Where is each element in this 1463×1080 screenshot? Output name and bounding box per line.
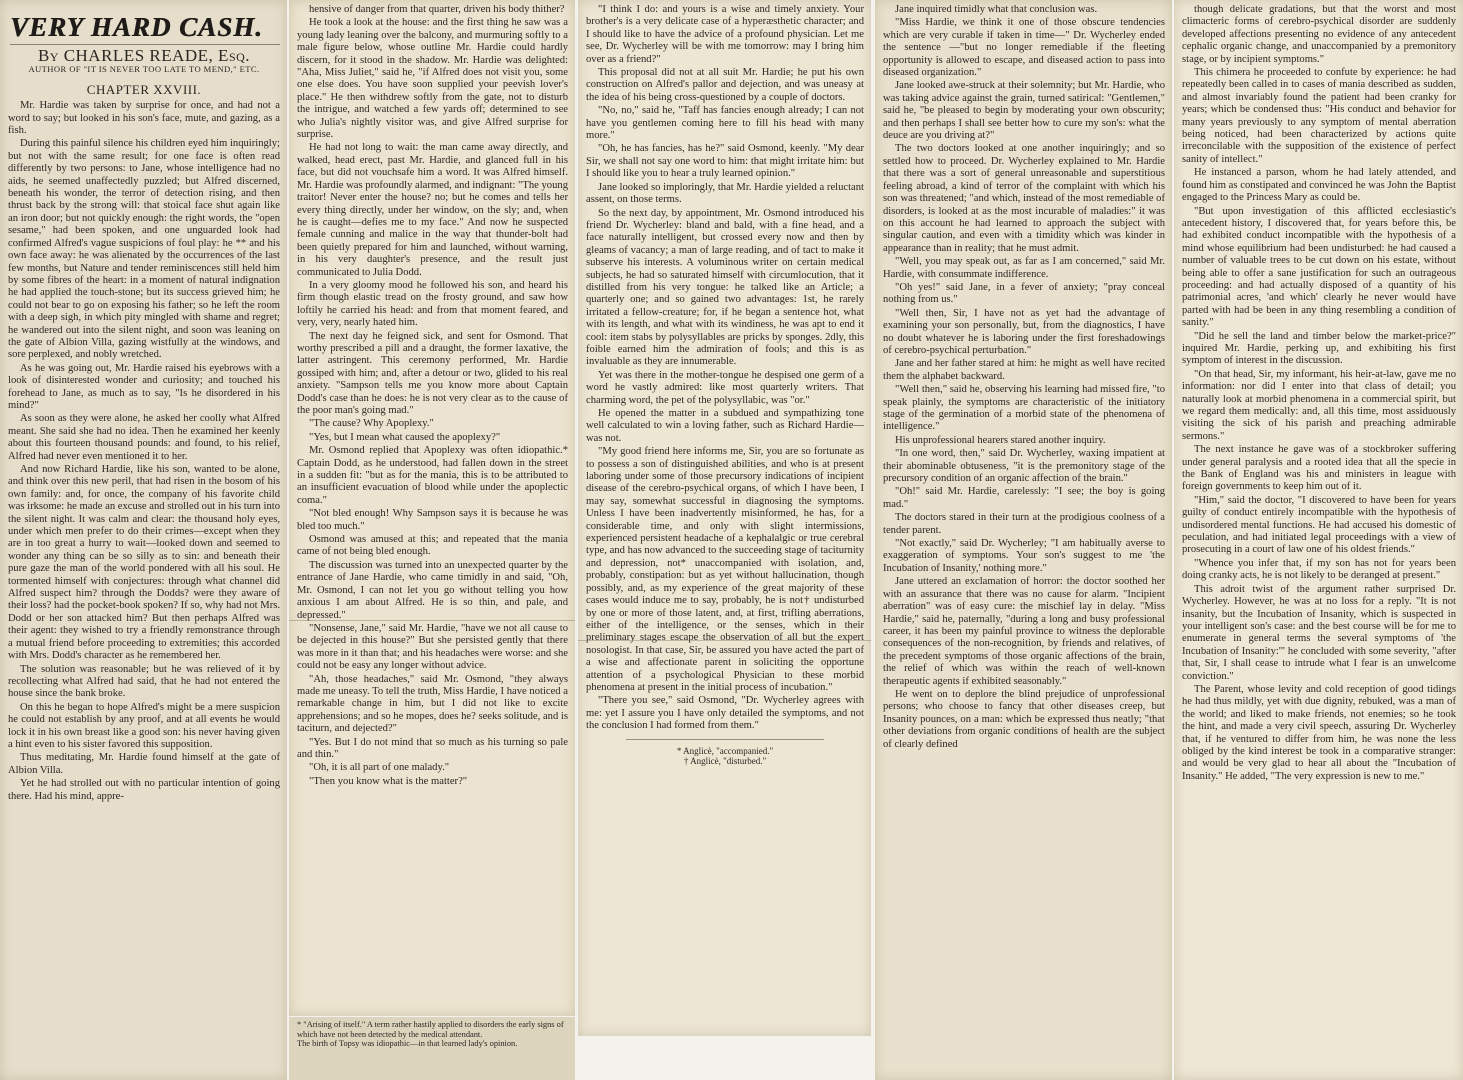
- paragraph: The Parent, whose levity and cold reception of good tidings he had thus mildly, yet with due dignity, rebuked, was a man of the world; and liked to make friends, not enemies; so he took the hint, and made a very civil speech, assuring Dr. Wycherley that, if he ventured to differ from him, he was none the less obliged by the kind interest be took in a comparative stranger: and would be very glad to hear all about the "Incubation of Insanity." He added, "The very expression is new to me.": [1182, 683, 1456, 782]
- paragraph: "Then you know what is the matter?": [309, 775, 468, 787]
- paragraph: So the next day, by appointment, Mr. Osmond introduced his friend Dr. Wycherley: bland and bald, with a fine head, and a face naturally intelligent, but crossed every now and then by gleams of vacancy; a man of large reading, and of tact to make it subserve his interests. A voluminous writer on certain medical subjects, he had so saturated himself with circumlocution, that it distilled from his very tongue: he talked like an Article; a quarterly one; and so gained two advantages: 1st, he rarely irritated a fellow-creature; for, if he began a sentence hot, what with its length, and what with its windiness, he was apt to end it cool: item stabs by polysyllables are pricks by sponges. 2dly, this foible earned him the admiration of fools; and this is as invaluable as they are innumerable.: [586, 207, 864, 368]
- column-2-footnotes: [289, 1017, 575, 1080]
- column-1-text: [8, 100, 280, 803]
- column-1: [0, 0, 287, 1080]
- paragraph: Jane uttered an exclamation of horror: the doctor soothed her with an assurance that there was no cause for alarm. "Incipient aberration" was of easy cure: the mischief lay in delay. "Miss Hardie," said he, paternally, "during a long and busy professional career, it has been my painful province to witness the deplorable consequences of the non-recognition, by friends and relatives, of the precedent symptoms of those organic affections of the brain, the relief of which was within the reach of well-known therapeutic agents if exhibited seasonably.": [883, 576, 1165, 687]
- paragraph: His unprofessional hearers stared another inquiry.: [895, 434, 1106, 446]
- paragraph: "Well then, Sir, I have not as yet had the advantage of examining your son personally, but, from the diagnostics, I have no doubt whatever he is laboring under the first foreshadowings of cerebro-psychical perturbation.": [883, 307, 1165, 356]
- paragraph: Yet was there in the mother-tongue he despised one germ of a word he vastly admired: like most quarterly writers. That charming word, the pet of the polysyllabic, was "or.": [586, 369, 864, 406]
- paragraph: And now Richard Hardie, like his son, wanted to be alone, and think over this new peril, that had risen in the bosom of his own family: and, for once, the company of his favorite child was irksome: he made an excuse and strolled out in his turn into the silent night. It was calm and clear: the thousand holy eyes, under which men prefer to do their crimes—except when they are in too great a hurry to wait—looked down and seemed to wonder any thing can be so silly as to sin: and beneath their pure gaze the man of the world pondered with all his soul. He tormented himself with conjectures: through what channel did Alfred suspect him? through the Dodds? were they aware of their loss? had the pocket-book spoken? If so, why had not Mrs. Dodd or her son attacked him? But then perhaps Alfred was their agent: they wished to try a friendly remonstrance through a mutual friend before proceeding to extremities; this accorded with Mrs. Dodd's character as he remembered her.: [8, 464, 280, 662]
- paragraph: The solution was reasonable; but he was relieved of it by recollecting what Alfred had said, that he had not entered the house since the bank broke.: [8, 663, 280, 700]
- story-author: By CHARLES READE, Esq.: [37, 46, 251, 65]
- paragraph: Jane looked so imploringly, that Mr. Hardie yielded a reluctant assent, on those terms.: [586, 181, 864, 206]
- paragraph: "Yes, but I mean what caused the apoplexy?": [309, 431, 501, 443]
- author-subtitle: AUTHOR OF "IT IS NEVER TOO LATE TO MEND," ETC.: [28, 64, 260, 75]
- paper-fold-line: [289, 620, 575, 621]
- paragraph: "Oh, he has fancies, has he?" said Osmond, keenly. "My dear Sir, we shall not say one word to him: that might irritate him: but I should like you to hear a truly learned opinion.": [586, 143, 864, 180]
- paper-fold-line: [578, 640, 871, 641]
- paragraph: hensive of danger from that quarter, driven his body thither?: [309, 4, 565, 15]
- paragraph: Jane and her father stared at him: he might as well have recited them the alphabet backward.: [883, 358, 1165, 382]
- paragraph: "Oh!" said Mr. Hardie, carelessly: "I see; the boy is going mad.": [883, 486, 1165, 510]
- paragraph: He opened the matter in a subdued and sympathizing tone well calculated to win a loving father, such as Richard Hardie—was not.: [586, 408, 864, 444]
- paragraph: He went on to deplore the blind prejudice of unprofessional persons; who choose to fancy that other diseases creep, but Insanity pounces, on a man: which be expressed thus neatly; "that other deviations from organic conditions of health are the subject of clearly defined: [883, 688, 1165, 750]
- footnote: The birth of Topsy was idiopathic—in that learned lady's opinion.: [297, 1039, 518, 1049]
- paragraph: The next instance he gave was of a stockbroker suffering under general paralysis and a rooted idea that all the specie in the Bank of England was his and ministers in league with foreign governments to keep him out of it.: [1182, 444, 1456, 493]
- paragraph: "The cause? Why Apoplexy.": [309, 418, 434, 430]
- paragraph: He instanced a parson, whom he had lately attended, and found him as constipated and convinced he was John the Baptist engaged to the Princess Mary as could be.: [1182, 167, 1456, 204]
- paragraph: "Him," said the doctor, "I discovered to have been for years guilty of conduct entirely incompatible with the hypothesis of undisordered mental functions. He had accused his domestic of peculation, and had initiated legal proceedings with a view of prosecuting in a court of law one of his oldest friends.": [1182, 494, 1456, 556]
- paragraph: "Not exactly," said Dr. Wycherley; "I am habitually averse to exaggeration of symptoms. Your son's suggest to me 'the Incubation of Insanity,' nothing more.": [883, 538, 1165, 574]
- paragraph: Mr. Osmond replied that Apoplexy was often idiopathic.* Captain Dodd, as he understood, had fallen down in the street in a sudden fit: "but as for the mania, this is to be attributed to an insufficient evacuation of blood while under the apoplectic coma.": [297, 445, 568, 506]
- footnote-divider: [626, 739, 824, 740]
- paragraph: The doctors stared in their turn at the prodigious coolness of a tender parent.: [883, 512, 1165, 536]
- paragraph: "Did he sell the land and timber below the market-price?" inquired Mr. Hardie, perking up, and exhibiting his first symptom of interest in the discussion.: [1182, 330, 1456, 367]
- paragraph: Yet he had strolled out with no particular intention of going there. Had his mind, appre-: [8, 778, 280, 802]
- column-4: [875, 0, 1172, 1080]
- column-3: [578, 0, 871, 1036]
- paragraph: This chimera he proceeded to confute by experience: he had repeatedly been called in to cases of mania described as sudden, and almost invariably found the patient had been cranky for years; which be condensed thus: "His conduct and behavior for many years previously to any symptom of mental aberration being noticed, had been characterized by actions quite irreconcilable with the supposition of the existence of perfect sanity of intellect.": [1182, 67, 1456, 165]
- paragraph: Jane looked awe-struck at their solemnity; but Mr. Hardie, who was taking advice against the grain, turned satirical: "Gentlemen," said he, "be pleased to begin by moderating your own obscurity; and then perhaps I shall see better how to cure my son's: what the deuce are you driving at?": [883, 80, 1165, 142]
- paragraph: He took a look at the house: and the first thing he saw was a young lady leaning over the balcony, and murmuring softly to a male figure below, whose outline Mr. Hardie could hardly discern, for it stood in the shadow. Mr. Hardie was delighted: "Aha, Miss Juliet," said he, "if Alfred does not visit you, some one else does. You have soon supplied your peevish lover's place." He then withdrew softly from the gate, not to disturb the intrigue, and watched a few yards off; determined to see who Julia's nightly visitor was, and give Alfred surprise for surprise.: [297, 17, 568, 141]
- footnote: * "Arising of itself." A term rather hastily applied to disorders the early signs of which have not been detected by the medical attendant.: [297, 1020, 564, 1039]
- footnote: † Anglicè, "disturbed.": [683, 755, 767, 766]
- paragraph: "Not bled enough! Why Sampson says it is because he was bled too much.": [297, 508, 568, 532]
- paragraph: This adroit twist of the argument rather surprised Dr. Wycherley. However, he was at no loss for a reply. "It is not insanity, but the Incubation of Insanity, which is suspected in your intelligent son's case: and the best course will be for me to enumerate in general terms the several symptoms of 'the Incubation of Insanity:'" he concluded with some severity, "after that, Sir, I shall cease to intrude what I fear is an unwelcome conviction.": [1182, 583, 1456, 682]
- paragraph: During this painful silence his children eyed him inquiringly; but not with the same result; for one face is often read differently by two persons: to Jane, whose intelligence had no aids, he seemed unaffectedly puzzled; but Alfred discerned, beneath his wonder, the terror of detection rising, and then thrust back by the strong will: that stoical face shut again like an iron door; but not quickly enough: the right words, the "open sesame," had been spoken, and one unguarded look had confirmed Alfred's vague suspicions of foul play: he ** and his own face away: he was alienated by the occurrences of the last few months, but Nature and tender reminiscences still held him by some fibres of the heart: in a moment of natural indignation he had applied the touch-stone; but its success grieved him; he could not bear to go on exposing his father; so he left the room with a deep sigh, in which pity mingled with shame and regret; he wandered out into the silent night, and soon was leaning on the gate of Albion Villa, gazing wistfully at the windows, and sore perplexed, and nobly wretched.: [8, 138, 280, 361]
- paragraph: "Oh, it is all part of one malady.": [309, 762, 450, 774]
- paragraph: "Oh yes!" said Jane, in a fever of anxiety; "pray conceal nothing from us.": [883, 281, 1165, 306]
- paragraph: This proposal did not at all suit Mr. Hardie; he put his own construction on Alfred's pallor and dejection, and was uneasy at the idea of his being cross-questioned by a couple of doctors.: [586, 67, 864, 103]
- column-5-text: [1182, 4, 1456, 783]
- paragraph: "Whence you infer that, if my son has not for years been doing cranky acts, he is not likely to be deranged at present.": [1182, 557, 1456, 582]
- paragraph: "In one word, then," said Dr. Wycherley, waxing impatient at their abominable obtuseness, "it is the premonitory stage of the precursory condition of an organic affection of the brain.": [883, 448, 1165, 485]
- paragraph: "Ah, those headaches," said Mr. Osmond, "they always made me uneasy. To tell the truth, Miss Hardie, I have noticed a remarkable change in him, but I did not like to excite apprehensions; and so he mopes, does he? seeks solitude, and is taciturn, and dejected?": [297, 673, 568, 735]
- paragraph: The two doctors looked at one another inquiringly; and so settled how to proceed. Dr. Wycherley explained to Mr. Hardie that there was a sort of general unreasonable and superstitious feeling abroad, a kind of terror of the complaint with which his son was threatened; "and which, instead of the most remediable of disorders, is looked at as the most incurable of maladies:" it was on this account he had learned to approach the subject with singular caution, and even with a timidity which was kinder in appearance than in reality; that he must admit.: [883, 143, 1165, 254]
- story-title: VERY HARD CASH.: [10, 12, 280, 45]
- paragraph: "Nonsense, Jane," said Mr. Hardie, "have we not all cause to be dejected in this house?" But she persisted gently that there was more in it than that; and his headaches were worse: and she could not be easy any longer without advice.: [297, 622, 568, 672]
- paragraph: The discussion was turned into an unexpected quarter by the entrance of Jane Hardie, who came timidly in and said, "Oh, Mr. Osmond, I can not let you go without telling you how anxious I am about Alfred. He is so thin, and pale, and depressed.": [297, 559, 568, 621]
- paragraph: Osmond was amused at this; and repeated that the mania came of not being bled enough.: [297, 534, 568, 558]
- column-4-text: [883, 4, 1165, 751]
- paragraph: "Well then," said he, observing his learning had missed fire, "to speak plainly, the symptoms are characteristic of the initiatory stage of the germination of a morbid state of the phenomena of intelligence.": [883, 384, 1165, 433]
- paragraph: He had not long to wait: the man came away directly, and walked, head erect, past Mr. Hardie, and glanced full in his face, but did not vouchsafe him a word. It was Alfred himself. Mr. Hardie was profoundly alarmed, and indignant: "The young traitor! Never enter the house? no; but he comes and tells her every thing directly, under her window, on the sly; and, when he is caught—defies me to my face." And now he suspected female cunning and malice in the way that thunder-bolt had been quietly prepared for him and launched, without warning, in his very daughter's presence, and the result just communicated to Julia Dodd.: [297, 142, 568, 278]
- paragraph: Mr. Hardie was taken by surprise for once, and had not a word to say; but looked in his son's face, mute, and gazing, as a fish.: [8, 100, 280, 137]
- paragraph: "Yes. But I do not mind that so much as his turning so pale and thin.": [297, 736, 568, 760]
- paragraph: On this he began to hope Alfred's might be a mere suspicion he could not establish by any proof, and at all events he would lock it in his own breast like a good son: his never having given a hint even to his sister favored this supposition.: [8, 701, 280, 750]
- paragraph: "Well, you may speak out, as far as I am concerned," said Mr. Hardie, with consummate indifference.: [883, 256, 1165, 280]
- footnote: * Anglicè, "accompanied.": [676, 745, 774, 756]
- paragraph: "My good friend here informs me, Sir, you are so fortunate as to possess a son of distinguished abilities, and who is at present laboring under some of those precursory indications of incipient disease of the cerebro-psychical organs, of which I have been, I may say, somewhat successful in diagnosing the symptoms. Unless I have been inadvertently misinformed, he has, for a considerable time, and only with slight intermissions, experienced persistent headache of a kephalalgic or true cerebral type, and has now advanced to the succeeding stage of taciturnity and depression, not* unaccompanied with isolation, and, probably, constipation: but as yet without hallucination, though possibly, and, as my experience of the great majority of these cases would induce me to say, probably, he is not† undisturbed by one or more of those latent, and, at first, trifling aberrations, either of the intelligence, or the senses, which in their preliminary stages escape the observation of all but the expert nosologist. In that case, Sir, be assured you have acted the part of a wise and affectionate parent in soliciting the opportune attention of a psychological Physician to these morbid phenomena at present in the initial process of incubation.": [586, 446, 864, 693]
- paragraph: "There you see," said Osmond, "Dr. Wycherley agrees with me: yet I assure you I have only detailed the symptoms, and not the conclusion I had formed from them.": [586, 695, 864, 732]
- column-3-text: [586, 4, 864, 733]
- column-2: [289, 0, 575, 1016]
- column-2-text: [297, 4, 568, 788]
- paragraph: "But upon investigation of this afflicted ecclesiastic's antecedent history, I discovered that, for years before this, be had exhibited conduct incompatible with the hypothesis of a mind whose equilibrium had been undisturbed: he had caused a number of valuable trees to be cut down on his estate, without being able to offer a sane justification for such an outrageous proceeding: and had actually disposed of a quantity of his patrimonial acres, 'and which' clearly he never would have parted with had be been in any thing resembling a condition of sanity.": [1182, 205, 1456, 329]
- paragraph: As he was going out, Mr. Hardie raised his eyebrows with a look of disinterested wonder and curiosity; and touched his forehead to Jane, as much as to say, "Is he disordered in his mind?": [8, 362, 280, 411]
- chapter-heading: CHAPTER XXVIII.: [86, 81, 202, 97]
- paragraph: Jane inquired timidly what that conclusion was.: [895, 4, 1098, 15]
- paragraph: The next day he feigned sick, and sent for Osmond. That worthy prescribed a pill and a draught, the former laxative, the latter astringent. This ceremony performed, Mr. Hardie gossiped with him; and, after a detour or two, glided to his real anxiety. "Sampson tells me you know more about Captain Dodd's case than he does: he is not very clear as to the cause of the poor man's going mad.": [297, 330, 568, 416]
- column-5: [1174, 0, 1463, 1080]
- paragraph: As soon as they were alone, he asked her coolly what Alfred meant. She said she had no idea. Then he examined her keenly about this fourteen thousand pounds: and found, to his relief, Alfred had never even mentioned it to her.: [8, 413, 280, 462]
- paragraph: though delicate gradations, but that the worst and most climacteric forms of cerebro-psychical disorder are suddenly developed affections presenting no evidence of any antecedent cephalic organic change, and unaccompanied by a premonitory stage, or by incipient symptoms.": [1182, 4, 1456, 65]
- paragraph: "On that head, Sir, my informant, his heir-at-law, gave me no information: nor did I enter into that class of detail; you naturally look at morbid phenomena in a commercial spirit, but we regard them medically: and, all this time, most assiduously visiting the sick of his parish and preaching admirable sermons.": [1182, 368, 1456, 442]
- paragraph: "Miss Hardie, we think it one of those obscure tendencies which are very curable if taken in time—" Dr. Wycherley ended the sentence —"but no longer remediable if the fleeting opportunity is allowed to escape, and diseased action to pass into diseased organization.": [883, 17, 1165, 79]
- paragraph: In a very gloomy mood he followed his son, and heard his firm though elastic tread on the frosty ground, and saw how loftily he carried his head: and from that moment feared, and very, very, nearly hated him.: [297, 279, 568, 329]
- paragraph: "I think I do: and yours is a wise and timely anxiety. Your brother's is a very delicate case of a hyperæsthetic character; and I should like to have the advice of a profound physician. Let me see, Dr. Wycherley will be with me tomorrow: may I bring him over as a friend?": [586, 4, 864, 65]
- paragraph: "No, no," said he, "Taff has fancies enough already; I can not have you gentlemen coming here to fill his head with many more.": [586, 105, 864, 142]
- paragraph: Thus meditating, Mr. Hardie found himself at the gate of Albion Villa.: [8, 752, 280, 776]
